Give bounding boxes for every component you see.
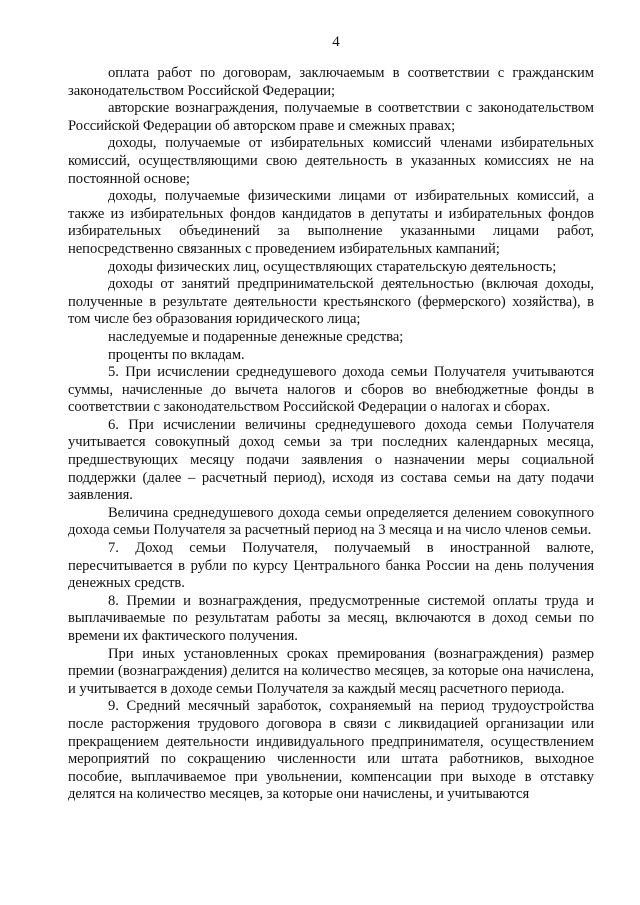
paragraph-item-5: 5. При исчислении среднедушевого дохода семьи Получателя учитываются суммы, начисленные до вычета налогов и сборов во внебюджетные фонды в соответствии с законодательством Российской Федерации о налогах и сборах.: [68, 364, 594, 416]
paragraph-inherited-gifted-funds: наследуемые и подаренные денежные средства;: [108, 328, 404, 345]
paragraph-deposit-interest: проценты по вкладам.: [108, 346, 245, 363]
paragraph-item-9: 9. Средний месячный заработок, сохраняемый на период трудоустройства после расторжения трудового договора в связи с ликвидацией организации или прекращением деятельности индивидуального предпринимателя, осуществлением мероприятий по сокращению численности или штата работников, выходное пособие, выплачиваемое при увольнении, компенсации при выходе в отставку делятся на количество месяцев, за которые они начислены, и учитываются: [68, 698, 594, 803]
page-number: 4: [332, 34, 340, 50]
paragraph-contract-pay: оплата работ по договорам, заключаемым в соответствии с гражданским законодательством Российской Федерации;: [68, 65, 594, 99]
paragraph-prospecting-income: доходы физических лиц, осуществляющих старательскую деятельность;: [108, 258, 557, 275]
paragraph-other-bonus-periods: При иных установленных сроках премирования (вознаграждения) размер премии (вознаграждения) делится на количество месяцев, за которые она начислена, и учитывается в доходе семьи Получателя за каждый месяц расчетного периода.: [68, 645, 594, 697]
paragraph-author-fees: авторские вознаграждения, получаемые в соответствии с законодательством Российской Федерации об авторском праве и смежных правах;: [68, 100, 594, 134]
paragraph-average-income-definition: Величина среднедушевого дохода семьи определяется делением совокупного дохода семьи Получателя за расчетный период на 3 месяца и на число членов семьи.: [68, 504, 594, 539]
paragraph-business-income: доходы от занятий предпринимательской деятельностью (включая доходы, полученные в результате деятельности крестьянского (фермерского) хозяйства), в том числе без образования юридического лица;: [68, 276, 594, 328]
paragraph-item-7: 7. Доход семьи Получателя, получаемый в иностранной валюте, пересчитывается в рубли по курсу Центрального банка России на день получения денежных средств.: [68, 540, 594, 592]
paragraph-item-8: 8. Премии и вознаграждения, предусмотренные системой оплаты труда и выплачиваемые по результатам работы за месяц, включаются в доход семьи по времени их фактического получения.: [68, 592, 594, 644]
paragraph-commission-members-income: доходы, получаемые от избирательных комиссий членами избирательных комиссий, осуществляющими свою деятельность в указанных комиссиях не на постоянной основе;: [68, 135, 594, 187]
paragraph-election-funds-income: доходы, получаемые физическими лицами от избирательных комиссий, а также из избирательных фондов кандидатов в депутаты и избирательных фондов избирательных объединений за выполнение указанными лицами работ, непосредственно связанных с проведением избирательных кампаний;: [68, 188, 594, 257]
paragraph-item-6: 6. При исчислении величины среднедушевого дохода семьи Получателя учитывается совокупный доход семьи за три последних календарных месяца, предшествующих месяцу подачи заявления о назначении меры социальной поддержки (далее – расчетный период), исходя из состава семьи на дату подачи заявления.: [68, 416, 594, 504]
